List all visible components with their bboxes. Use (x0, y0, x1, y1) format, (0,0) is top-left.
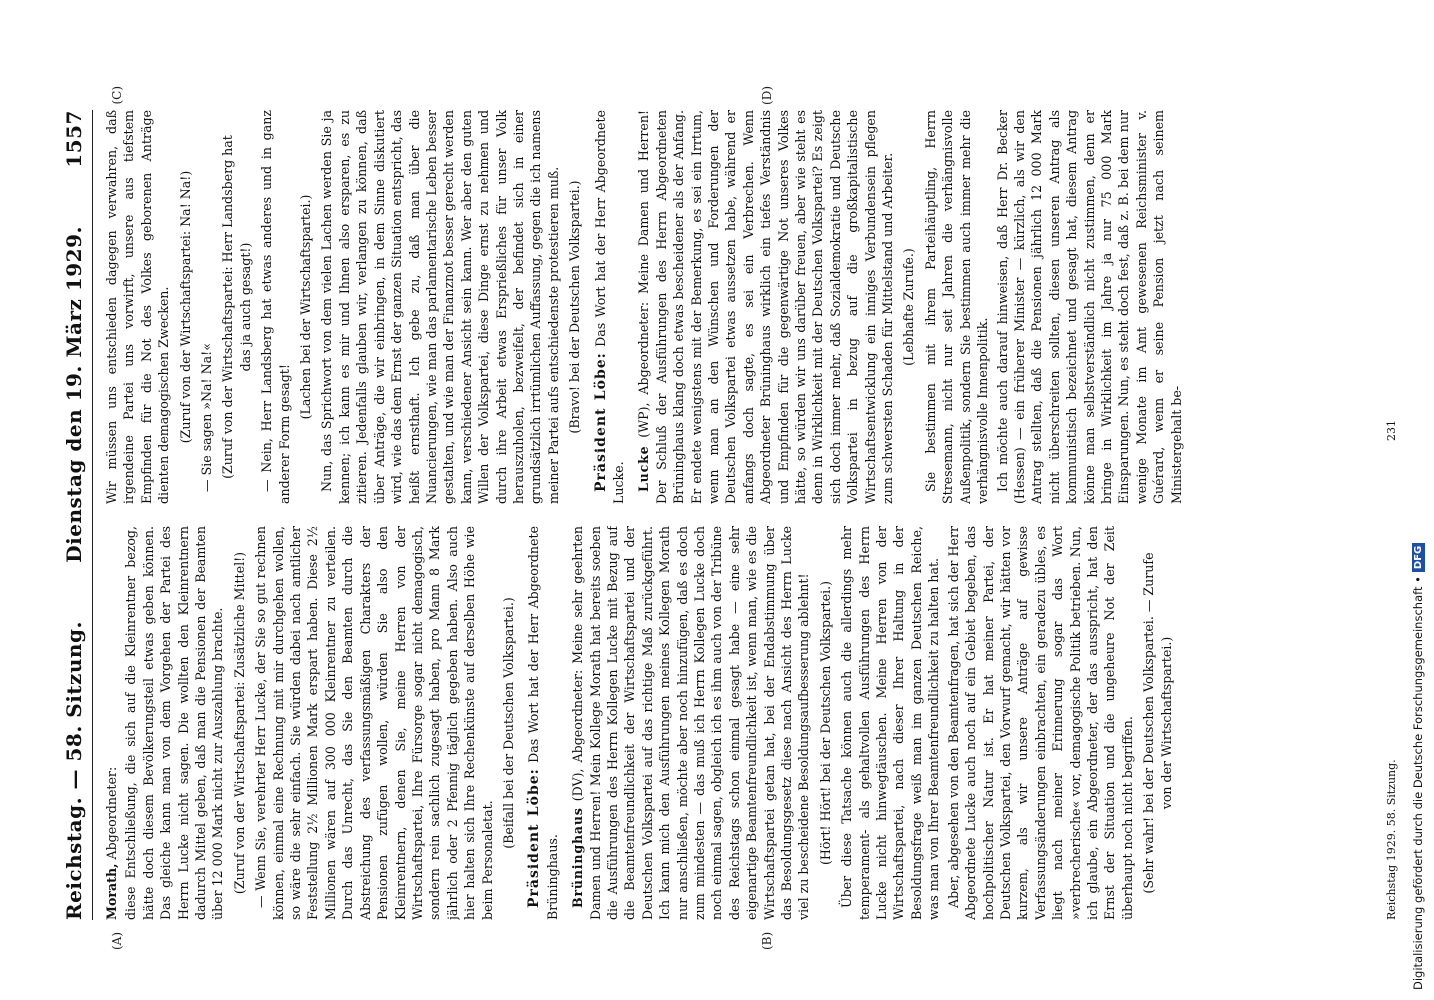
header-date: Dienstag den 19. März 1929. (62, 226, 86, 563)
paragraph: Wir müssen uns entschieden dagegen verwahren, daß irgendeine Partei uns vorwirft, unsere aus tiefstem Empfinden für die Not des Volkes geborenen Anträge dienten demagogischen Zwecken. (104, 110, 172, 504)
paragraph: — Wenn Sie, verehrter Herr Lucke, der Sie so gut rechnen können, einmal eine Rechnung mit mir durchgehen wollen, so wäre die sehr einfach. Sie würden dabei nach amtlicher Feststellung 2½ Millionen Mark erspart haben. Diese 2½ Millionen wären auf 300 000 Kleinrentner zu verteilen. Durch das Unrecht, das Sie den Beamten durch die Abstreichung des verfassungsmäßigen Charakters der Pensionen zufügen wollen, würden Sie also den Kleinrentnern, denen Sie, meine Herren von der Wirtschaftspartei, Ihre Fürsorge sogar nicht demagogisch, sondern rein sachlich zugesagt haben, pro Mann 8 Mark jährlich oder 2 Pfennig täglich gegeben haben. Also auch hier halten sich Ihre Rechenkünste auf derselben Höhe wie beim Personaletat. (253, 526, 495, 920)
page-number: 1557 (62, 110, 86, 168)
margin-mark-a: (A) (110, 931, 124, 950)
paragraph (569, 526, 813, 920)
paragraph: — Sie sagen »Na! Na!« (199, 343, 215, 492)
speech-text: (DV), Abgeordneter: Meine sehr geehrten Damen und Herren! Mein Kollege Morath hat bereits soeben die Ausführungen des Herrn Kollegen Lucke mit Bezug auf die Beamtenfreundlichkeit der Wirtschaftspartei und der Deutschen Volkspartei auf das richtige Maß zurückgeführt. Ich kann mich den Ausführungen meines Kollegen Morath nur anschließen, möchte aber noch hinzufügen, daß es doch zum mindesten — das muß ich Herrn Kollegen Lucke doch noch einmal sagen, obgleich ich es ihm auch von der Tribüne des Reichstags schon einmal gesagt habe — eine sehr eigenartige Beamtenfreundlichkeit ist, wenn man, wie es die Wirtschaftspartei getan hat, bei der Endabstimmung über das Besoldungsgesetz diese nach Ansicht des Herrn Lucke viel zu bescheidene Besoldungsaufbesserung ablehnt! (570, 526, 812, 920)
speaker-name: Brüninghaus (570, 807, 586, 908)
margin-mark-d: (D) (760, 86, 774, 105)
interjection: (Lebhafte Zurufe.) (901, 248, 917, 366)
paragraph: — Nein, Herr Landsberg hat etwas anderes und in ganz anderer Form gesagt! (259, 110, 292, 504)
president-statement (592, 110, 628, 504)
text-columns (103, 110, 1343, 920)
interjection: (Lachen bei der Wirtschaftspartei.) (298, 194, 314, 420)
interjection: (Zuruf von der Wirtschaftspartei: Herr Landsberg hat das ja auch gesagt!) (220, 135, 253, 479)
president-name: Präsident Löbe: (592, 352, 609, 492)
speaker-name: Lucke (636, 445, 652, 492)
page-header (62, 110, 93, 920)
signature-code: 231 (1385, 420, 1398, 441)
paragraph: Ich möchte auch darauf hinweisen, daß Herr Dr. Becker (Hessen) — ein früherer Minister — kürzlich, als wir den Antrag stellten, daß die Pensionen jährlich 12 000 Mark nicht überschreiten sollten, diesen unseren Antrag als kommunistisch bezeichnet und gesagt hat, diesem Antrag könne man selbstverständlich nicht zustimmen, denn er bringe in Wirklichkeit im Jahre ja nur 75 000 Mark Einsparungen. Nun, es steht doch fest, daß z. B. bei dem nur wenige Monate im Amt gewesenen Reichsminister v. Guérard, wenn er seine Pension jetzt nach seinem Ministergehalt be- (994, 110, 1184, 504)
margin-mark-c: (C) (110, 86, 124, 105)
speaker-role: Abgeordneter: (104, 766, 119, 860)
president-text: Das Wort hat der Herr Abgeordnete Brüninghaus. (526, 526, 560, 920)
interjection: (Zuruf von der Wirtschaftspartei: Na! Na!) (177, 170, 193, 444)
paragraph: Aber, abgesehen von den Beamtenfragen, hat sich der Herr Abgeordnete Lucke auch noch auf ein Gebiet begeben, das hochpolitischer Natur ist. Er hat meiner Partei, der Deutschen Volkspartei, den Vorwurf gemacht, wir hätten vor kurzem, als wir unsere Anträge auf gewisse Verfassungsänderungen einbrachten, ein geradezu übles, es liegt nach meiner Erinnerung sogar das Wort »verbrecherische« vor, demagogische Politik betrieben. Nun, ich glaube, ein Abgeordneter, der das ausspricht, hat den Ernst der Situation und die ungeheure Not der Zeit überhaupt noch nicht begriffen. (945, 526, 1135, 920)
header-left: Reichstag. — 58. Sitzung. (62, 621, 86, 920)
interjection: (Beifall bei der Deutschen Volkspartei.) (500, 597, 516, 849)
interjection: (Zuruf von der Wirtschaftspartei: Zusätzliche Mittel!) (231, 551, 247, 895)
dfg-logo: DFG (1412, 543, 1425, 572)
margin-mark-b: (B) (760, 931, 774, 950)
digitization-text: Digitalisierung gefördert durch die Deutsche Forschungsgemeinschaft • (1411, 576, 1425, 990)
president-text: Das Wort hat der Herr Abgeordnete Lucke. (592, 110, 626, 504)
left-column (103, 526, 1343, 920)
page-footer: Reichstag 1929. 58. Sitzung. (1385, 759, 1398, 920)
president-statement (525, 526, 561, 920)
interjection: (Hört! Hört! bei der Deutschen Volkspartei.) (817, 580, 833, 866)
paragraph: Über diese Tatsache können auch die allerdings mehr temperament- als gehaltvollen Ausführungen des Herrn Lucke nicht hinwegtäuschen. Meine Herren von der Wirtschaftspartei, nach dieser Ihrer Haltung in der Besoldungsfrage weiß man im ganzen Deutschen Reiche, was man von Ihrer Beamtenfreundlichkeit zu halten hat. (839, 526, 942, 920)
paragraph: diese Entschließung, die sich auf die Kleinrentner bezog, hätte doch diesem Bevölkerungsteil etwas geben können. Das gleiche kann man von dem Vorgehen der Partei des Herrn Lucke nicht sagen. Die wollten den Kleinrentnern dadurch Mittel geben, daß man die Pensionen der Beamten über 12 000 Mark nicht zur Auszahlung brachte. (123, 526, 226, 920)
interjection: (Bravo! bei der Deutschen Volkspartei.) (567, 180, 583, 434)
document-page (40, 80, 1420, 960)
president-name: Präsident Löbe: (526, 768, 543, 908)
speaker-name: Morath, (104, 863, 119, 920)
right-column (103, 110, 1343, 504)
paragraph: Nun, das Sprichwort von dem vielen Lachen werden Sie ja kennen; ich kann es mir und Ihnen also ersparen, es zu zitieren. Jedenfalls glauben wir, verlangen zu können, daß über Anträge, die wir einbringen, in dem Sinne diskutiert wird, wie das dem Ernst der ganzen Situation entspricht, das heißt ernsthaft. Ich gebe zu, daß man über die Nuancierungen, wie man das parlamentarische Leben besser gestalten, und wie man der Finanznot besser gerecht werden kann, verschiedener Ansicht sein kann. Wer aber den guten Willen der Volkspartei, diese Dinge ernst zu nehmen und durch ihre Arbeit etwas Ersprießliches für unser Volk herauszuholen, bezweifelt, der befindet sich in einer grundsätzlich irrtümlichen Auffassung, gegen die ich namens meiner Partei aufs entschiedenste protestieren muß. (319, 110, 561, 504)
paragraph (103, 526, 120, 920)
digitization-note (1408, 0, 1428, 990)
paragraph: Sie bestimmen mit ihrem Parteihäuptling, Herrn Stresemann, nicht nur seit Jahren die verhängnisvolle Außenpolitik, sondern Sie bestimmen auch immer mehr die verhängnisvolle Innenpolitik. (922, 110, 991, 504)
speech-text: (WP), Abgeordneter: Meine Damen und Herren! Der Schluß der Ausführungen des Herrn Abgeordneten Brüninghaus klang doch etwas bescheidener als der Anfang. Er endete wenigstens mit der Bemerkung, es sei ein Irrtum, wenn man an den Wünschen und Forderungen der Deutschen Volkspartei etwas aussetzen habe, während er anfangs doch sagte, es sei ein Verbrechen. Wenn Abgeordneter Brüninghaus wirklich ein tiefes Verständnis und Empfinden für die gegenwärtige Not unseres Volkes hätte, so würden wir uns darüber freuen, aber wie steht es denn in Wirklichkeit mit der Deutschen Volkspartei? Es zeigt sich doch immer mehr, daß Sozialdemokratie und Deutsche Volkspartei in bezug auf die großkapitalistische Wirtschaftsentwicklung ein inniges Verbundensein pflegen zum schwersten Schaden für Mittelstand und Arbeiter. (636, 110, 896, 504)
interjection: (Sehr wahr! bei der Deutschen Volkspartei. — Zurufe von der Wirtschaftspartei.) (1141, 552, 1174, 894)
paragraph (635, 110, 896, 504)
